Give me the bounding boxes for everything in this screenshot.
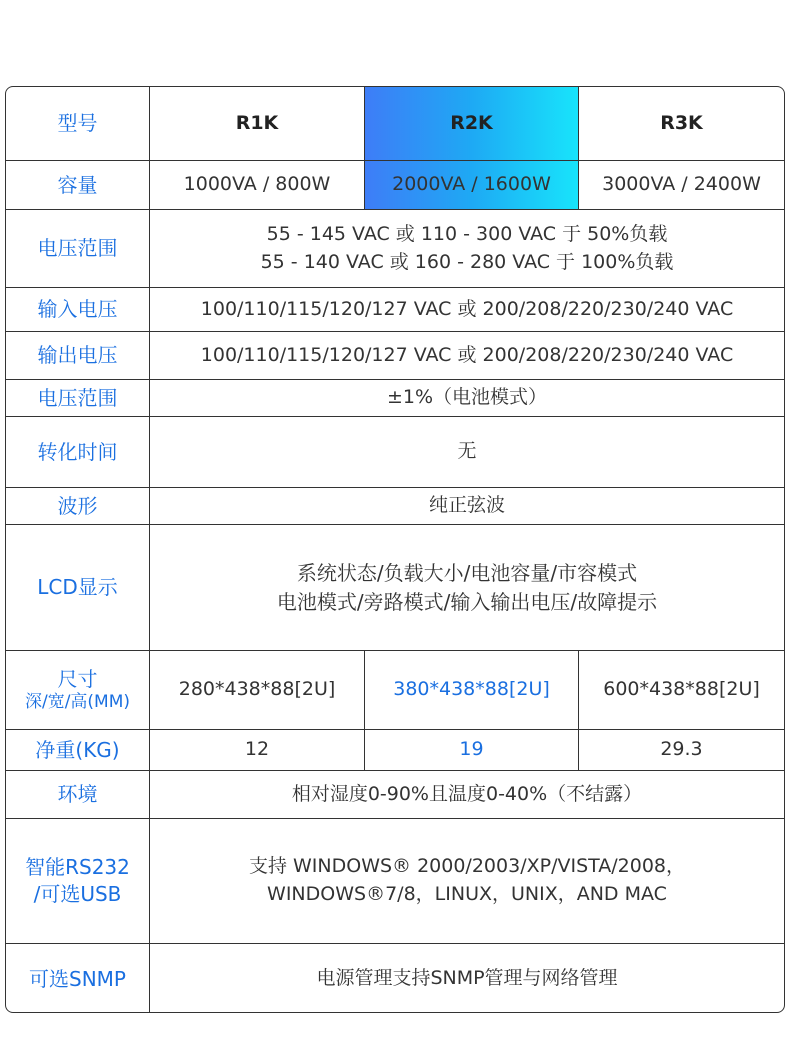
weight-r2k: 19 bbox=[365, 730, 579, 770]
row-model bbox=[6, 87, 784, 160]
row-lcd bbox=[6, 524, 784, 650]
voltage-range-value bbox=[150, 210, 784, 287]
weight-r3k: 29.3 bbox=[660, 738, 703, 761]
row-voltage-regulation bbox=[6, 379, 784, 416]
label-rs232-line-2: /可选USB bbox=[33, 882, 122, 906]
label-input-voltage: 输入电压 bbox=[6, 288, 150, 331]
lcd-value bbox=[150, 525, 784, 650]
dimensions-r1k: 280*438*88[2U] bbox=[150, 651, 365, 729]
row-voltage-range bbox=[6, 209, 784, 287]
transfer-time-value: 无 bbox=[457, 440, 477, 463]
row-capacity bbox=[6, 160, 784, 209]
label-rs232 bbox=[6, 819, 150, 943]
label-output-voltage: 输出电压 bbox=[6, 332, 150, 379]
voltage-range-line-1: 55 - 145 VAC 或 110 - 300 VAC 于 50%负载 bbox=[266, 222, 668, 245]
label-dimensions-line-2: 深/宽/高(MM) bbox=[24, 691, 131, 712]
spec-table bbox=[5, 86, 785, 1013]
rs232-line-2: WINDOWS®7/8，LINUX，UNIX，AND MAC bbox=[267, 883, 667, 905]
label-capacity: 容量 bbox=[6, 161, 150, 209]
label-dimensions-line-1: 尺寸 bbox=[57, 666, 98, 691]
weight-r1k: 12 bbox=[150, 730, 365, 770]
dimensions-r2k: 380*438*88[2U] bbox=[365, 651, 579, 729]
capacity-r3k: 3000VA / 2400W bbox=[602, 173, 761, 196]
row-snmp bbox=[6, 943, 784, 1013]
label-weight: 净重(KG) bbox=[6, 730, 150, 770]
capacity-r2k: 2000VA / 1600W bbox=[365, 161, 579, 209]
model-r3k: R3K bbox=[660, 111, 703, 134]
output-voltage-value: 100/110/115/120/127 VAC 或 200/208/220/230/240 VAC bbox=[200, 343, 734, 366]
voltage-regulation-value: ±1%（电池模式） bbox=[386, 386, 548, 409]
label-waveform: 波形 bbox=[6, 488, 150, 524]
row-rs232 bbox=[6, 818, 784, 943]
voltage-range-line-2: 55 - 140 VAC 或 160 - 280 VAC 于 100%负载 bbox=[260, 250, 674, 273]
capacity-r1k: 1000VA / 800W bbox=[150, 161, 365, 209]
row-transfer-time bbox=[6, 416, 784, 487]
row-weight bbox=[6, 729, 784, 770]
row-environment bbox=[6, 770, 784, 818]
rs232-value bbox=[150, 819, 784, 943]
label-transfer-time: 转化时间 bbox=[6, 417, 150, 487]
snmp-value: 电源管理支持SNMP管理与网络管理 bbox=[316, 967, 618, 990]
label-lcd: LCD显示 bbox=[6, 525, 150, 650]
waveform-value: 纯正弦波 bbox=[428, 494, 505, 517]
row-waveform bbox=[6, 487, 784, 524]
lcd-line-2: 电池模式/旁路模式/输入输出电压/故障提示 bbox=[276, 589, 658, 614]
label-model: 型号 bbox=[6, 87, 150, 160]
row-output-voltage bbox=[6, 331, 784, 379]
model-r2k: R2K bbox=[365, 87, 579, 160]
row-dimensions bbox=[6, 650, 784, 729]
environment-value: 相对湿度0-90%且温度0-40%（不结露） bbox=[291, 782, 643, 805]
label-rs232-line-1: 智能RS232 bbox=[25, 855, 130, 879]
input-voltage-value: 100/110/115/120/127 VAC 或 200/208/220/230/240 VAC bbox=[200, 297, 734, 320]
row-input-voltage bbox=[6, 287, 784, 331]
label-voltage-range: 电压范围 bbox=[6, 210, 150, 287]
rs232-line-1: 支持 WINDOWS® 2000/2003/XP/VISTA/2008， bbox=[248, 855, 686, 878]
label-snmp: 可选SNMP bbox=[6, 944, 150, 1013]
label-environment: 环境 bbox=[6, 771, 150, 818]
model-r1k: R1K bbox=[150, 87, 365, 160]
label-dimensions bbox=[6, 651, 150, 729]
lcd-line-1: 系统状态/负载大小/电池容量/市容模式 bbox=[296, 560, 638, 585]
dimensions-r3k: 600*438*88[2U] bbox=[603, 678, 760, 701]
label-voltage-regulation: 电压范围 bbox=[6, 380, 150, 416]
